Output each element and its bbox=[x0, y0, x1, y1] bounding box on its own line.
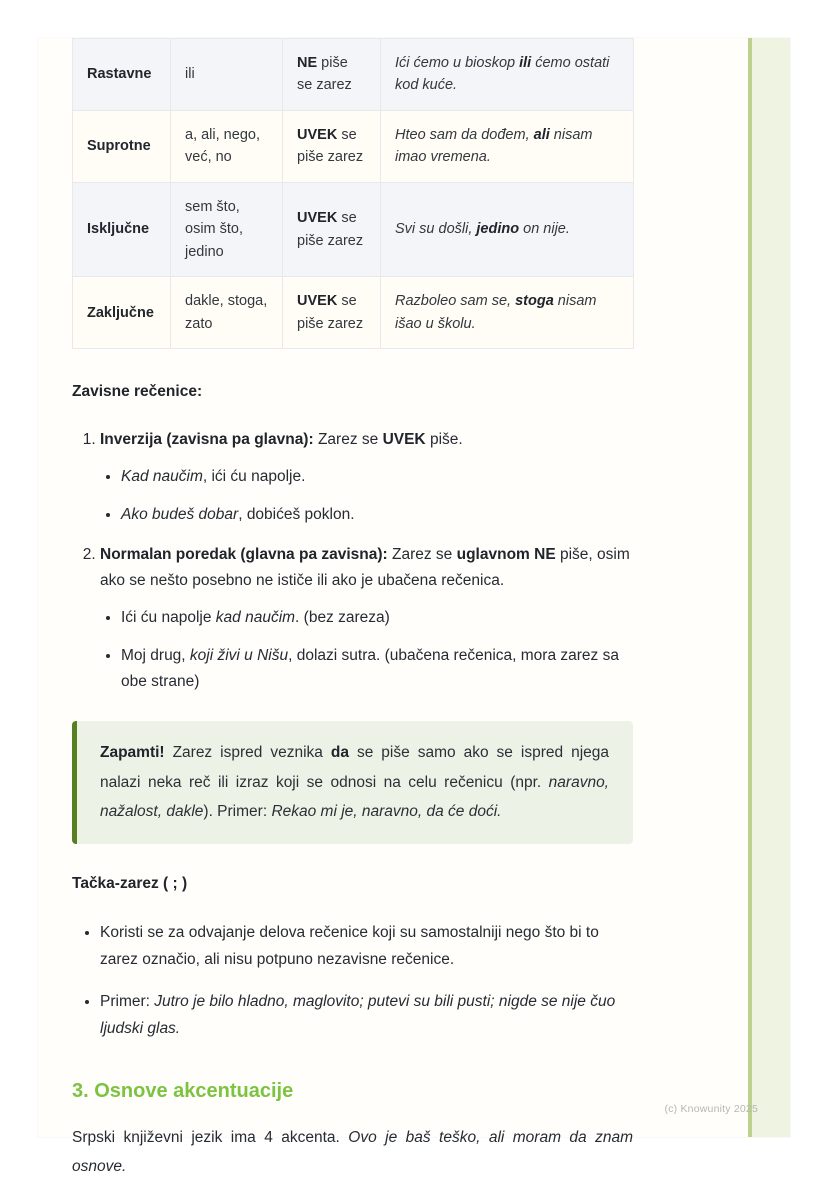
table-row bbox=[73, 182, 634, 276]
cell-conjunctions: ili bbox=[171, 39, 283, 111]
page-margin-stripe bbox=[748, 38, 790, 1137]
bullet-text: . (bez zareza) bbox=[295, 609, 390, 627]
reminder-callout bbox=[72, 721, 633, 843]
bullet-text: , dobićeš poklon. bbox=[238, 506, 355, 524]
paragraph-text: Srpski književni jezik ima 4 akcenta. bbox=[72, 1129, 349, 1147]
bullet-item bbox=[121, 605, 633, 631]
bullet-item bbox=[121, 464, 633, 490]
cell-rule bbox=[283, 110, 381, 182]
keyword-ne: uglavnom NE bbox=[456, 546, 556, 564]
list-item bbox=[100, 427, 633, 528]
example-clause: kad naučim bbox=[215, 609, 296, 627]
example-text: Svi su došli, bbox=[395, 221, 477, 238]
bullet-text: Moj drug, bbox=[121, 647, 190, 665]
section-heading-akcentuacija: 3. Osnove akcentuacije bbox=[72, 1080, 294, 1103]
rule-text: piše se zarez bbox=[297, 55, 352, 94]
copyright-watermark: (c) Knowunity 2025 bbox=[664, 1103, 758, 1115]
rule-keyword: UVEK bbox=[297, 293, 338, 310]
cell-example bbox=[381, 277, 634, 349]
cell-conjunctions: sem što, osim što, jedino bbox=[171, 182, 283, 276]
example-text: nisam imao vremena. bbox=[395, 126, 593, 166]
cell-type: Zaključne bbox=[73, 277, 171, 349]
callout-segment: ). Primer: bbox=[203, 803, 272, 821]
cell-rule bbox=[283, 39, 381, 111]
cell-type: Rastavne bbox=[73, 39, 171, 111]
callout-text bbox=[100, 738, 609, 826]
numbered-list bbox=[72, 427, 633, 695]
bullet-item bbox=[121, 502, 633, 528]
example-sentence: Jutro je bilo hladno, maglovito; putevi su bili pusti; nigde se nije čuo ljudski glas. bbox=[100, 993, 616, 1038]
bullet-list bbox=[72, 919, 633, 1043]
sub-bullet-list bbox=[100, 464, 633, 528]
example-keyword: jedino bbox=[476, 221, 520, 238]
rule-text: se piše zarez bbox=[297, 126, 364, 166]
list-item-title: Inverzija (zavisna pa glavna): bbox=[100, 431, 314, 449]
cell-example bbox=[381, 110, 634, 182]
cell-rule bbox=[283, 277, 381, 349]
bullet-text: Primer: bbox=[100, 993, 155, 1011]
list-item-text: piše. bbox=[425, 431, 463, 449]
table-row bbox=[73, 110, 634, 182]
sub-bullet-list bbox=[100, 605, 633, 695]
table-row bbox=[73, 39, 634, 111]
table-row bbox=[73, 277, 634, 349]
list-item-text: Zarez se bbox=[313, 431, 383, 449]
keyword-uvek: UVEK bbox=[382, 431, 426, 449]
conjunction-table bbox=[72, 38, 634, 349]
example-keyword: ili bbox=[519, 55, 532, 71]
callout-title: Zapamti! bbox=[100, 744, 165, 762]
rule-keyword: UVEK bbox=[297, 210, 338, 227]
list-item-title: Normalan poredak (glavna pa zavisna): bbox=[100, 546, 388, 564]
example-keyword: stoga bbox=[515, 293, 554, 310]
example-text: Ići ćemo u bioskop bbox=[395, 55, 520, 71]
rule-keyword: NE bbox=[297, 55, 318, 71]
example-text: on nije. bbox=[519, 221, 570, 238]
cell-conjunctions: a, ali, nego, već, no bbox=[171, 110, 283, 182]
example-clause: Kad naučim bbox=[121, 468, 203, 486]
bullet-text: , dolazi sutra. (ubačena rečenica, mora zarez sa obe strane) bbox=[121, 647, 619, 691]
bullet-text: , ići ću napolje. bbox=[202, 468, 306, 486]
bullet-text: Koristi se za odvajanje delova rečenice koji su samostalniji nego što bi to zarez označio, ali nisu potpuno nezavisne rečenice. bbox=[100, 923, 599, 968]
cell-type: Isključne bbox=[73, 182, 171, 276]
closing-paragraph bbox=[72, 1124, 633, 1181]
list-item bbox=[100, 542, 633, 695]
document-page bbox=[38, 38, 790, 1175]
example-clause: koji živi u Nišu bbox=[189, 647, 289, 665]
example-text: Razboleo sam se, bbox=[395, 293, 516, 310]
example-text: ćemo ostati kod kuće. bbox=[395, 55, 610, 94]
list-item-text: Zarez se bbox=[387, 546, 457, 564]
keyword-da: da bbox=[330, 744, 349, 762]
cell-conjunctions: dakle, stoga, zato bbox=[171, 277, 283, 349]
cell-example bbox=[381, 39, 634, 111]
rule-keyword: UVEK bbox=[297, 126, 338, 143]
document-content bbox=[72, 38, 633, 1182]
example-text: Hteo sam da dođem, bbox=[395, 126, 534, 143]
personal-note: Ovo je baš teško, ali moram da znam osnove. bbox=[72, 1129, 633, 1175]
subheading-zavisne: Zavisne rečenice: bbox=[72, 383, 203, 401]
cell-rule bbox=[283, 182, 381, 276]
rule-text: se piše zarez bbox=[297, 210, 364, 249]
callout-segment: se piše samo ako se ispred njega nalazi neka reč ili izraz koji se odnosi na celu rečenicu (npr. bbox=[100, 744, 610, 791]
callout-examples: naravno, nažalost, dakle bbox=[100, 773, 609, 821]
list-item-text: piše, osim ako se nešto posebno ne ističe ili ako je ubačena rečenica. bbox=[100, 546, 630, 590]
callout-example-sentence: Rekao mi je, naravno, da će doći. bbox=[271, 803, 502, 821]
subheading-tacka-zarez: Tačka-zarez ( ; ) bbox=[72, 874, 188, 892]
callout-segment: Zarez ispred veznika bbox=[164, 744, 331, 762]
cell-example bbox=[381, 182, 634, 276]
bullet-item bbox=[100, 919, 633, 973]
cell-type: Suprotne bbox=[73, 110, 171, 182]
bullet-item bbox=[100, 988, 633, 1042]
bullet-text: Ići ću napolje bbox=[121, 609, 216, 627]
bullet-item bbox=[121, 643, 633, 695]
example-keyword: ali bbox=[533, 126, 550, 143]
rule-text: se piše zarez bbox=[297, 293, 364, 332]
example-clause: Ako budeš dobar bbox=[121, 506, 239, 524]
example-text: nisam išao u školu. bbox=[395, 293, 597, 332]
